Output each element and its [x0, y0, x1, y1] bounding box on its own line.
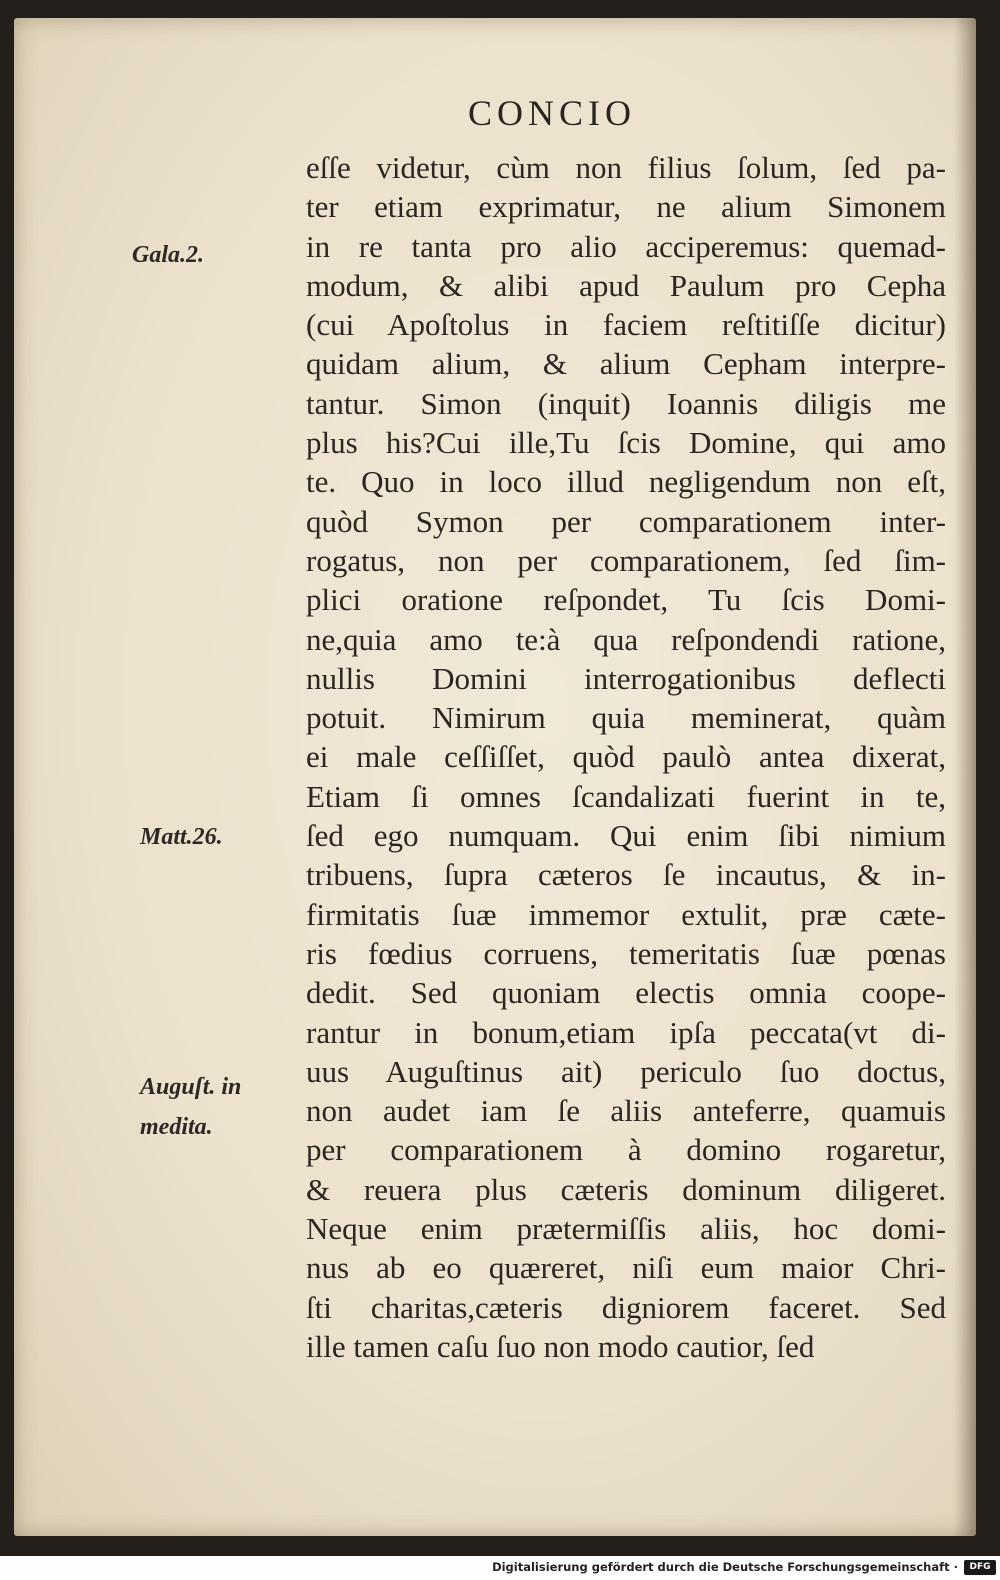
funding-credit: Digitalisierung gefördert durch die Deutsche Forschungsgemeinschaft · [492, 1560, 958, 1574]
text-line: rogatus, non per comparationem, ſed ſim- [306, 542, 946, 578]
margin-note-matt: Matt.26. [140, 824, 223, 850]
text-line: ris fœdius corruens, temeritatis ſuæ pœnas [306, 935, 946, 971]
text-line: eſſe videtur, cùm non filius ſolum, ſed pa- [306, 150, 946, 185]
text-line: quòd Symon per comparationem inter- [306, 503, 946, 539]
margin-note-gala: Gala.2. [132, 242, 204, 268]
text-line: ei male ceſſiſſet, quòd paulò antea dixerat, [306, 739, 946, 775]
text-line: quidam alium, & alium Cepham interpre- [306, 346, 946, 382]
text-line: tantur. Simon (inquit) Ioannis diligis me [306, 385, 946, 421]
text-line: Etiam ſi omnes ſcandalizati fuerint in te, [306, 778, 946, 814]
text-line: ſti charitas,cæteris digniorem faceret. Sed [306, 1289, 946, 1325]
margin-note-medita: medita. [140, 1114, 213, 1140]
text-line: tribuens, ſupra cæteros ſe incautus, & in- [306, 857, 946, 893]
text-line: plici oratione reſpondet, Tu ſcis Domi- [306, 582, 946, 618]
text-line: ne,quia amo te:à qua reſpondendi ratione, [306, 621, 946, 657]
digitization-footer [0, 1556, 1000, 1580]
text-line: firmitatis ſuæ immemor extulit, præ cæte- [306, 896, 946, 932]
text-line: non audet iam ſe aliis anteferre, quamuis [306, 1093, 946, 1129]
text-line: ſed ego numquam. Qui enim ſibi nimium [306, 818, 946, 854]
text-line: ille tamen caſu ſuo non modo cautior, ſed [306, 1328, 815, 1364]
running-head: CONCIO [468, 93, 637, 133]
text-line: modum, & alibi apud Paulum pro Cepha [306, 267, 946, 303]
text-line: dedit. Sed quoniam electis omnia coope- [306, 975, 946, 1011]
page-edge-shadow [954, 18, 976, 1536]
text-line: & reuera plus cæteris dominum diligeret. [306, 1171, 946, 1207]
text-line: uus Auguſtinus ait) periculo ſuo doctus, [306, 1053, 946, 1089]
margin-note-august: Auguſt. in [140, 1074, 242, 1100]
text-line: ter etiam exprimatur, ne alium Simonem [306, 189, 946, 225]
text-line: per comparationem à domino rogaretur, [306, 1132, 946, 1168]
text-line: (cui Apoſtolus in faciem reſtitiſſe dicitur) [306, 307, 946, 343]
text-line: plus his?Cui ille,Tu ſcis Domine, qui amo [306, 425, 946, 461]
text-line: rantur in bonum,etiam ipſa peccata(vt di- [306, 1014, 946, 1050]
text-line: nus ab eo quæreret, niſi eum maior Chri- [306, 1250, 946, 1286]
dfg-logo: DFG [964, 1560, 996, 1575]
text-line: nullis Domini interrogationibus deflecti [306, 660, 946, 696]
body-text [306, 148, 946, 1366]
text-line: potuit. Nimirum quia meminerat, quàm [306, 700, 946, 736]
text-line: te. Quo in loco illud negligendum non eſt, [306, 464, 946, 500]
text-line: Neque enim prætermiſſis aliis, hoc domi- [306, 1211, 946, 1247]
text-line: in re tanta pro alio acciperemus: quemad- [306, 228, 946, 264]
